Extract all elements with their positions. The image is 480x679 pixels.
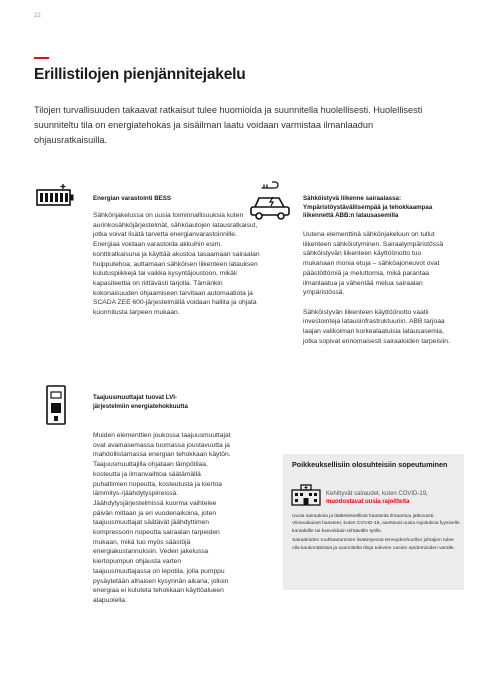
hvac-title: Taajuusmuuttajat tuovat LVI-järjestelmiin energiatehokkuutta	[93, 394, 188, 410]
exception-box-lead-text: Kehittyvät sairaudet, kuten COVID-19,	[326, 491, 428, 497]
ev-body-paragraph-1: Uutena elementtinä sähkönjakeluun on tullut liikenteen sähköistyminen. Sairaalympäristössä sähköistyvän liikenteen käyttöönotto tuo mukanaan monia etuja – sähköajoneuvot ovat päästöttömiä ja meluttomia, mikä parantaa ilmanlaatua ja vähentää melua sairaalan ympäristössä.	[303, 231, 444, 297]
exception-box-title: Poikkeuksellisiin olosuhteisiin sopeutuminen	[292, 460, 448, 469]
exception-box-text	[292, 513, 460, 552]
intro-paragraph: Tilojen turvallisuuden takaavat ratkaisut tulee huomioida ja suunnitella huolellisesti. Huolellisesti suunniteltu tila on energiatehokas ja sisäilman laatu voidaan varmistaa ilmanlaadun ohjausratkaisuilla.	[34, 105, 423, 145]
ev-charging-icon	[246, 180, 296, 220]
exception-box-text-paragraph-1: Uusia sairauksia ja lääketieteellisiä haasteita ilmaantuu jatkuvasti. Viimeaikaiset haasteet, kuten COVID-19, asettavat uusia rajoituksia fyysiselle kontaktille tai kasvokkain tehtävälle työlle.	[292, 514, 460, 534]
battery-icon	[36, 183, 76, 207]
ev-body	[303, 230, 453, 346]
exception-box	[283, 454, 464, 590]
ev-title: Sähköistyvä liikenne sairaalassa: Ympäristöystävällisempää ja tehokkaampaa liikennettä ABB:n latausasemilla	[303, 195, 433, 220]
page-number: 22	[34, 13, 41, 19]
page-title: Erillistilojen pienjännitejakelu	[34, 66, 246, 83]
bess-body: Sähkönjakelussa on uusia toiminnallisuuksia kuten aurinkosähköjärjestelmät, sähköautojen latausratkaisut, jotka voivat lisätä tarvetta energianvarastoinnille. Energiaa voidaan varastoida akkuihin esim. konttiratkaisuna ja käyttää akustoa tasaamaan sairaalan huipputehoa, auttamaan sähköisen liikenteen latauksen kulutuspiikkejä tai vaikka kysyntäjoustoon, mikäli kapasiteettia on riittävästi tarjolla. Tämänkin kokonaisuuden ohjaamiseen tarvitaan automaatiota ja SCADA ZEE 600-järjestelmällä voidaan hallita ja ohjata kuormitusta tarpeen mukaan.	[93, 212, 260, 317]
frequency-converter-icon	[45, 385, 67, 425]
exception-box-lead-highlight: muodostavat uusia rajoitteita	[326, 499, 410, 506]
title-accent-bar	[34, 57, 49, 59]
hvac-body: Muiden elementtien joukossa taajuusmuuttajat ovat avainasemassa tuomassa joustavuutta ja mahdollistamassa energian tehokkaan käytön. Taajuusmuuttajilla ohjataan lämpötilaa, kosteutta ja ilmanvaihtoa säätämällä puhaltimien nopeutta, kosteutusta ja kiertoa lämmitys-/jäähdytyspiireissä. Jäähdytysjärjestelmissä kuorma vaihtelee päivän mittaan ja eri vuodenaikoina, joten taajuusmuuttajat säätävät jäähdyttimen kompressorin nopeutta sairaalan tarpeiden mukaan, mikä tuo myös säästöjä energiakustannuksiin. Veden jakelussa kiertopumpun ohjausta varten taajuusmuuttajassa on lepotila, jolla pumppu pysäytetään alhaisen kysynnän aikana, jolloin energiaa ei kuluteta tehokkaan käyttöalueen alapuolella.	[93, 432, 231, 604]
exception-box-text-paragraph-2: Sairaaloiden ruuhkautumisen lisääntyessä terveydenhuollon johtajien tulee olla kaukonäköisiä ja suunnitella tiloja tulevien uusien epidemioiden varalle.	[292, 538, 455, 551]
bess-title: Energian varastointi BESS	[93, 195, 172, 202]
hospital-building-icon	[291, 484, 321, 511]
ev-body-paragraph-2: Sähköistyvän liikenteen käyttöönotto vaatii investointeja latausinfrastruktuuriin. ABB tarjoaa laajan valikoiman korkealaatuisia latausasemia, jotka sopivat erinomaisesti sairaaloiden tarpeisiin.	[303, 308, 450, 345]
exception-box-lead	[326, 490, 461, 507]
